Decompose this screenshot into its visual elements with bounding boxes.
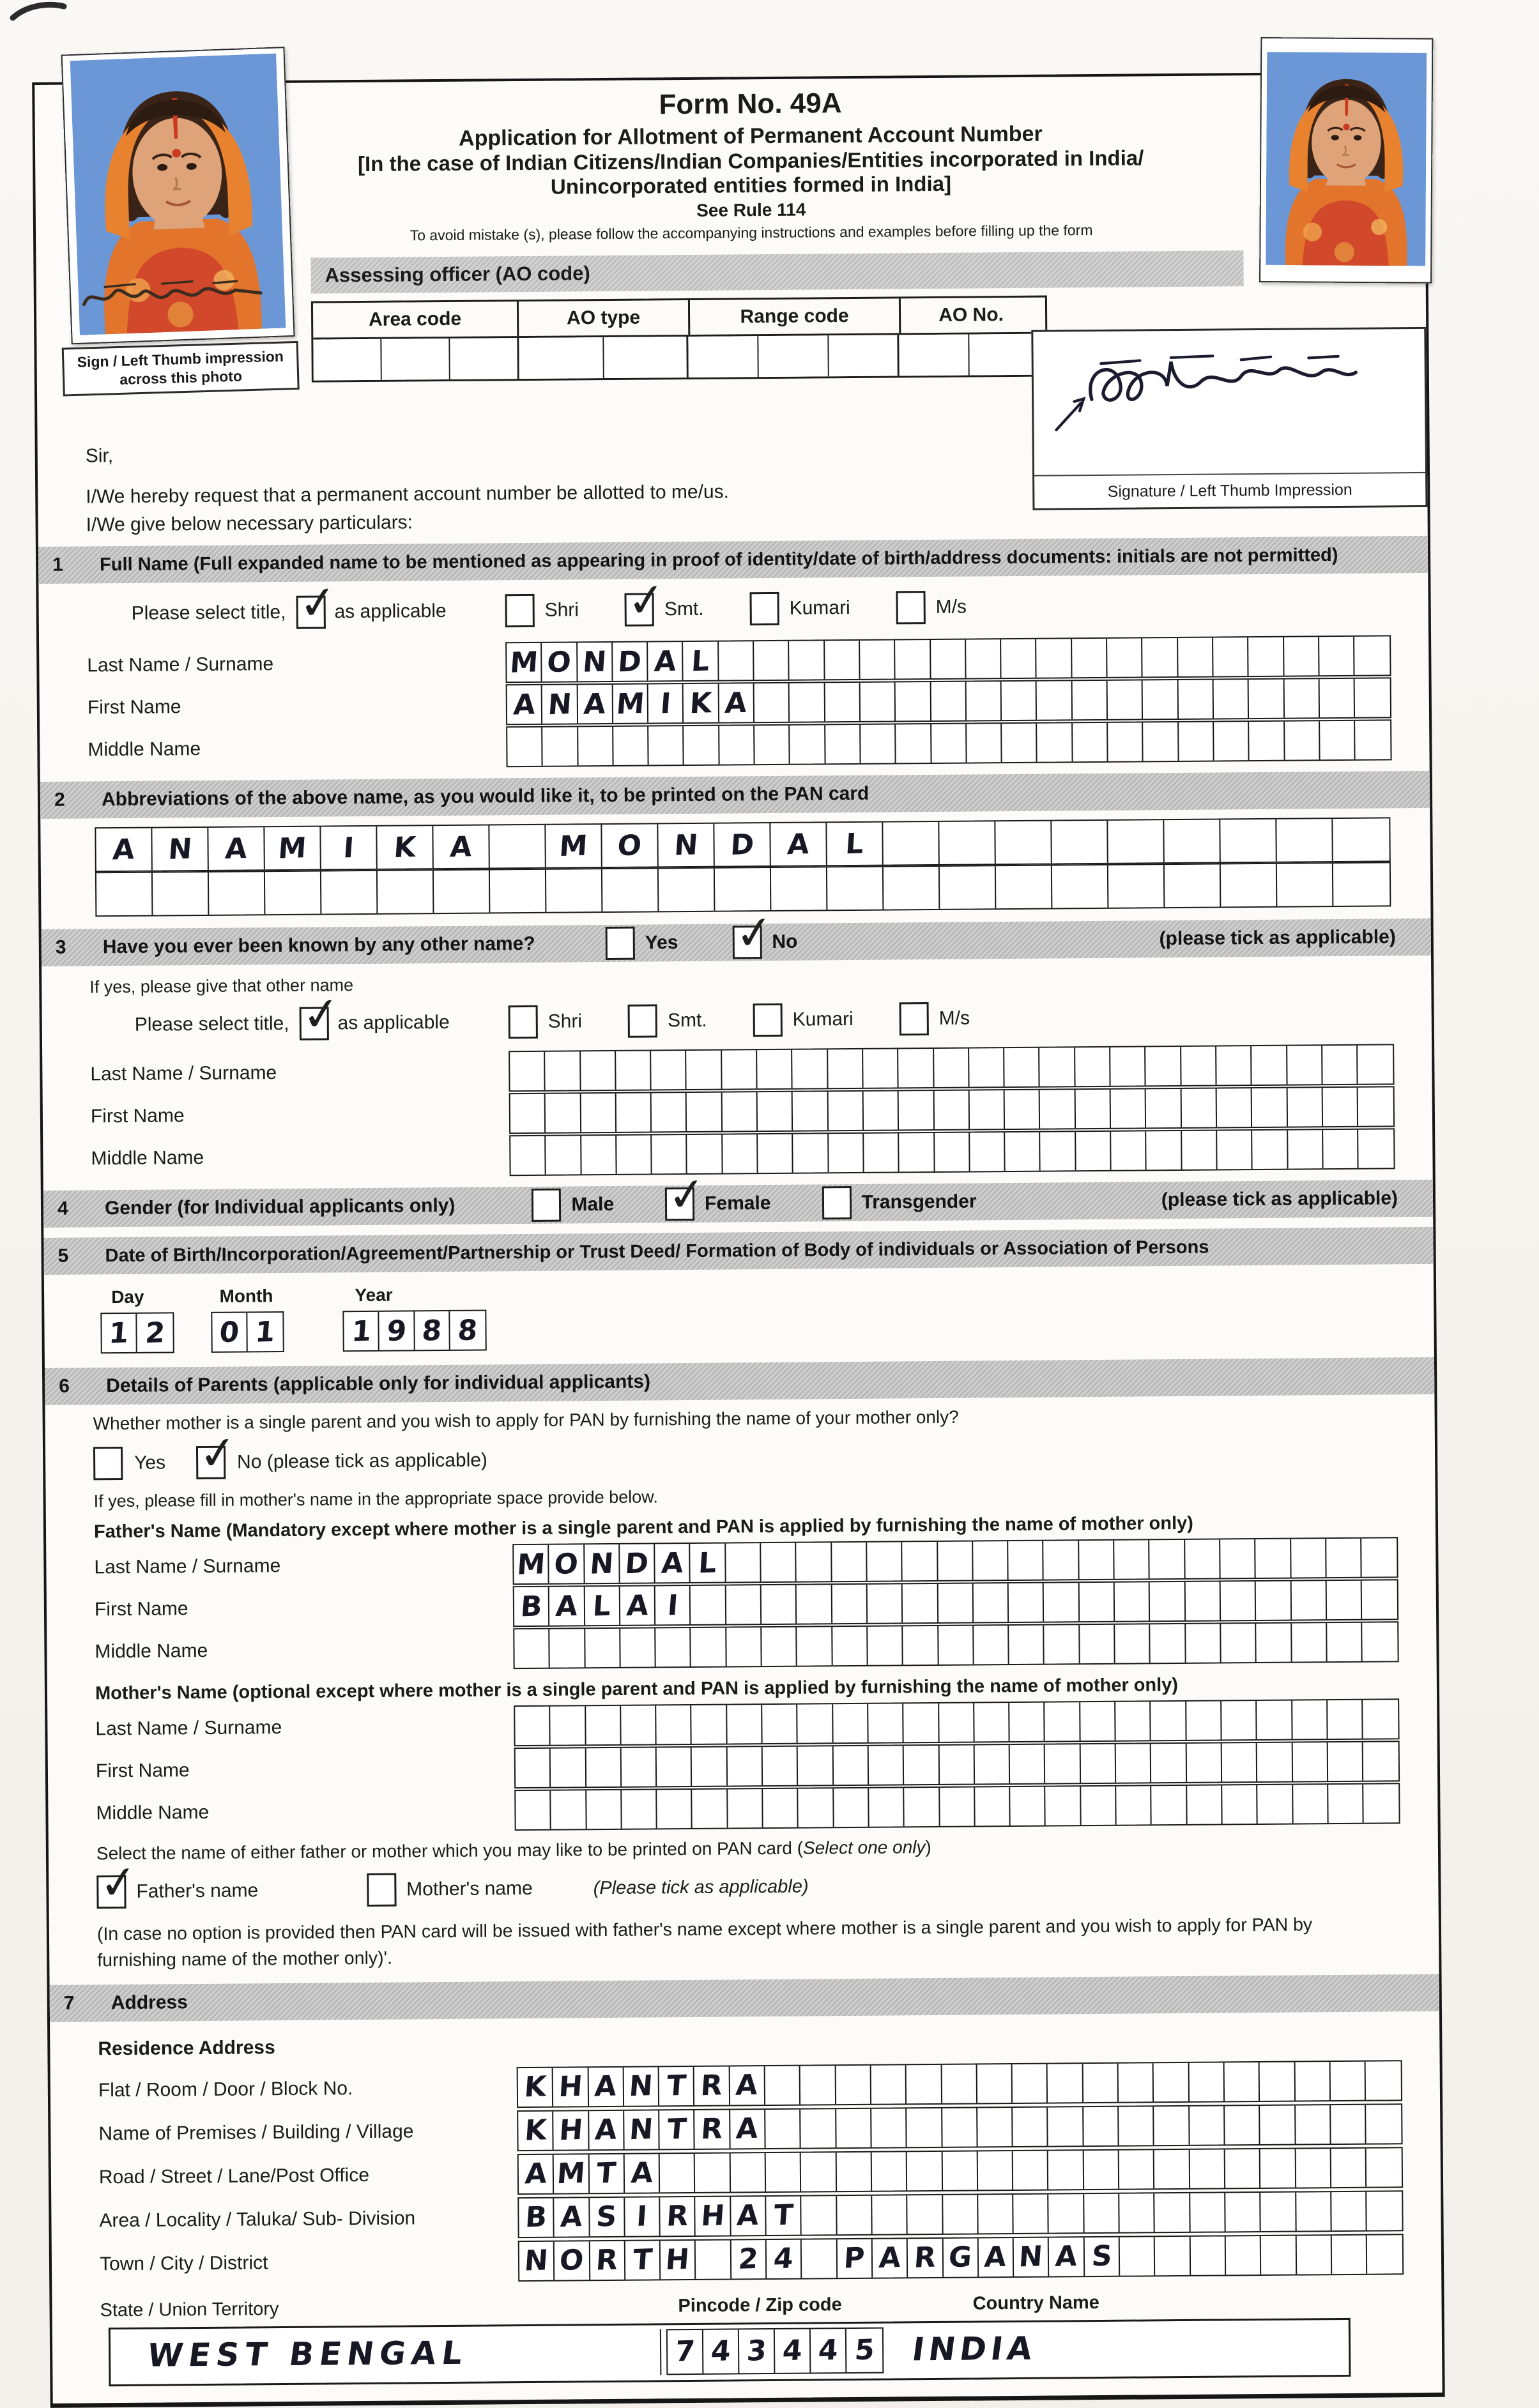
section-2-number: 2 — [54, 789, 65, 811]
s6-opt-tick-note: (Please tick as applicable) — [593, 1876, 809, 1898]
salutation-sir: Sir, — [85, 445, 114, 467]
s3-label-ms: M/s — [938, 1007, 970, 1029]
photo-caption-line1: Sign / Left Thumb impression — [77, 347, 284, 370]
s7-bottom-box — [109, 2318, 1351, 2386]
s1-label-smt: Smt. — [664, 598, 704, 620]
s6-father-first-grid[interactable]: B A L A I — [513, 1579, 1399, 1627]
s3-if-yes-line: If yes, please give that other name — [89, 975, 354, 997]
middle-name-label: Middle Name — [96, 1801, 210, 1824]
first-name-label: First Name — [87, 696, 181, 719]
section-1-number: 1 — [52, 554, 63, 575]
s3-checkbox-yes[interactable] — [605, 927, 634, 960]
section-4-heading: Gender (for Individual applicants only) — [104, 1194, 456, 1219]
s3-last-name-grid[interactable] — [509, 1044, 1395, 1092]
ao-code-bar: Assessing officer (AO code) — [310, 250, 1243, 293]
signature-on-photo — [78, 273, 271, 319]
dob-year-label: Year — [355, 1284, 393, 1306]
pincode-grid[interactable]: 7 4 3 4 4 5 — [666, 2327, 884, 2375]
s3-checkbox-kumari[interactable] — [753, 1003, 782, 1037]
country-label: Country Name — [972, 2292, 1099, 2314]
road-label: Road / Street / Lane/Post Office — [98, 2164, 370, 2188]
section-5-bar — [43, 1227, 1433, 1275]
s1-last-name-grid[interactable]: M O N D A L — [505, 635, 1391, 683]
ao-code-table — [311, 296, 1048, 383]
ao-col-ao-type: AO type — [519, 300, 690, 336]
s6-select-italic: Select one only — [802, 1837, 926, 1858]
ao-col-range-code: Range code — [690, 298, 901, 335]
s3-checkbox-no[interactable] — [732, 926, 762, 959]
first-name-label: First Name — [90, 1105, 185, 1127]
s7-bottom-labels — [100, 2289, 1441, 2320]
s1-checkbox-ms[interactable] — [896, 591, 925, 624]
section-6-bar — [45, 1357, 1434, 1405]
s6-label-no: No (please tick as applicable) — [236, 1449, 488, 1473]
s6-checkbox-mothers-name[interactable] — [367, 1873, 396, 1907]
section-3-bar — [42, 918, 1431, 966]
s4-checkbox-transgender[interactable] — [822, 1186, 851, 1219]
premises-label: Name of Premises / Building / Village — [98, 2121, 414, 2144]
s6-label-fathers-name: Father's name — [136, 1880, 259, 1902]
s6-checkbox-fathers-name[interactable] — [96, 1875, 126, 1909]
town-label: Town / City / District — [99, 2252, 268, 2275]
address-block — [50, 2027, 1442, 2386]
s1-label-kumari: Kumari — [789, 597, 850, 619]
s6-checkbox-yes[interactable] — [93, 1447, 123, 1480]
first-name-label: First Name — [95, 1760, 190, 1782]
ao-range-cell-1[interactable] — [688, 336, 758, 377]
s4-label-male: Male — [571, 1193, 615, 1215]
section-2-heading: Abbreviations of the above name, as you would like it, to be printed on the PAN card — [101, 782, 869, 811]
section-2-bar — [40, 771, 1430, 819]
middle-name-label: Middle Name — [95, 1640, 208, 1663]
middle-name-label: Middle Name — [88, 738, 201, 761]
s6-mother-middle-grid[interactable] — [514, 1783, 1400, 1831]
last-name-label: Last Name / Surname — [90, 1062, 277, 1085]
signature-box — [1031, 327, 1427, 510]
signature-box-caption: Signature / Left Thumb Impression — [1034, 472, 1425, 508]
see-rule: See Rule 114 — [696, 199, 806, 220]
ao-col-area-code: Area code — [313, 301, 519, 338]
s1-title-row — [38, 573, 1428, 645]
s3-label-shri: Shri — [547, 1010, 583, 1032]
s1-checkbox-smt[interactable] — [625, 593, 654, 626]
photo-caption-box — [62, 341, 300, 396]
title-instruction-checkbox — [299, 1007, 328, 1040]
dob-labels — [111, 1277, 1434, 1307]
ao-no-cell-2[interactable] — [969, 334, 1039, 376]
form-border-frame — [32, 72, 1445, 2408]
form-title: Application for Allotment of Permanent Account Number — [458, 121, 1043, 151]
s6-father-last-grid[interactable]: M O N D A L — [512, 1537, 1398, 1585]
s3-title-row — [42, 987, 1432, 1054]
s6-father-heading: Father's Name (Mandatory except where mother is a single parent and PAN is applied by furnishing the name of mother only) — [93, 1513, 1194, 1543]
s3-label-no: No — [772, 931, 798, 952]
s7-flat-grid[interactable]: K H A N T R A — [517, 2060, 1403, 2108]
select-title-label: Please select title, — [134, 1012, 289, 1035]
state-value[interactable]: WEST BENGAL — [145, 2334, 471, 2374]
s4-checkbox-male[interactable] — [532, 1189, 561, 1222]
title-instruction-checkbox — [296, 595, 325, 629]
s6-father-middle-grid[interactable] — [513, 1621, 1399, 1669]
select-title-label: Please select title, — [131, 601, 286, 624]
s4-label-transgender: Transgender — [861, 1191, 977, 1213]
s3-checkbox-smt[interactable] — [628, 1004, 657, 1037]
photo-caption-line2: across this photo — [119, 367, 243, 388]
avoid-mistake-note: To avoid mistake (s), please follow the accompanying instructions and examples before filling up the form — [410, 221, 1093, 244]
s3-label-kumari: Kumari — [792, 1008, 854, 1030]
applicant-photo-left — [61, 47, 295, 344]
s3-checkbox-shri[interactable] — [508, 1005, 537, 1039]
s7-area-grid[interactable]: B A S I R H A T — [517, 2190, 1404, 2238]
s3-first-name-grid[interactable] — [509, 1086, 1395, 1134]
ao-col-ao-no: AO No. — [938, 304, 1004, 326]
s6-select-post: ) — [925, 1837, 931, 1857]
s6-mother-heading: Mother's Name (optional except where mother is a single parent and PAN is applied by furnishing the name of mother only) — [95, 1675, 1179, 1704]
s1-middle-name-grid[interactable] — [506, 719, 1392, 767]
s2-abbreviation-grid-row1[interactable]: A N A M I K A M O N D A L — [95, 817, 1390, 872]
residence-address-heading: Residence Address — [98, 2036, 275, 2059]
s3-checkbox-ms[interactable] — [900, 1002, 929, 1035]
middle-name-label: Middle Name — [91, 1147, 204, 1170]
s6-label-mothers-name: Mother's name — [406, 1877, 533, 1900]
ao-type-cell-2[interactable] — [604, 337, 688, 378]
s4-checkbox-female[interactable] — [665, 1187, 694, 1221]
form-subtitle-2: Unincorporated entities formed in India] — [550, 171, 952, 199]
country-value[interactable]: INDIA — [910, 2329, 1039, 2368]
state-label: State / Union Territory — [100, 2298, 279, 2320]
section-3-number: 3 — [55, 936, 66, 958]
dob-month-grid[interactable]: 0 1 — [211, 1311, 284, 1353]
last-name-label: Last Name / Surname — [87, 653, 274, 676]
s4-tick-note: (please tick as applicable) — [1161, 1187, 1398, 1211]
as-applicable-label: as applicable — [334, 600, 447, 623]
area-label: Area / Locality / Taluka/ Sub- Division — [99, 2207, 416, 2231]
s4-label-female: Female — [704, 1193, 771, 1214]
s3-label-yes: Yes — [645, 932, 678, 954]
section-5-number: 5 — [57, 1245, 69, 1267]
applicant-photo-right — [1259, 37, 1433, 284]
ao-range-cell-2[interactable] — [758, 335, 829, 377]
s6-footnote: (In case no option is provided then PAN card will be issued with father's name except where mother is a single parent and you wish to apply for PAN by furnishing name of the mother only)'. — [96, 1914, 1313, 1971]
first-name-label: First Name — [94, 1598, 188, 1620]
section-4-bar — [43, 1180, 1433, 1228]
s1-first-name-grid[interactable]: A N A M I K A — [506, 677, 1392, 725]
s6-select-line — [96, 1833, 1438, 1864]
section-7-number: 7 — [63, 1992, 75, 2014]
s3-tick-note: (please tick as applicable) — [1159, 926, 1396, 950]
s7-premises-grid[interactable]: K H A N T R A — [517, 2103, 1403, 2151]
form-subtitle-1: [In the case of Indian Citizens/Indian Companies/Entities incorporated in India/ — [357, 146, 1144, 176]
s6-label-yes: Yes — [134, 1452, 166, 1474]
signature-handwriting — [1037, 333, 1418, 457]
s3-middle-name-grid[interactable] — [509, 1128, 1395, 1176]
s6-select-pre: Select the name of either father or mother which you may like to be printed on PAN card ( — [96, 1838, 804, 1864]
s6-mother-first-grid[interactable] — [514, 1741, 1400, 1788]
s1-label-ms: M/s — [935, 596, 967, 618]
section-5-heading: Date of Birth/Incorporation/Agreement/Partnership or Trust Deed/ Formation of Body of individuals or Association of Persons — [105, 1237, 1209, 1266]
pincode-label: Pincode / Zip code — [678, 2294, 842, 2316]
section-6-heading: Details of Parents (applicable only for individual applicants) — [106, 1371, 651, 1397]
section-7-heading: Address — [111, 1991, 188, 2013]
last-name-label: Last Name / Surname — [95, 1717, 282, 1740]
ao-range-cell-3[interactable] — [829, 335, 899, 376]
section-4-number: 4 — [57, 1198, 68, 1219]
ao-no-cell-1[interactable] — [899, 335, 969, 376]
section-3-heading: Have you ever been known by any other name? — [102, 933, 535, 958]
s6-mother-last-grid[interactable] — [514, 1698, 1400, 1746]
dob-row — [100, 1302, 1434, 1353]
request-line-2: I/We give below necessary particulars: — [86, 512, 413, 536]
as-applicable-label: as applicable — [337, 1011, 450, 1034]
form-number-title: Form No. 49A — [659, 88, 842, 121]
dob-day-grid[interactable]: 1 2 — [100, 1312, 174, 1353]
s6-yes-no-row — [93, 1436, 1435, 1480]
ao-type-cell-1[interactable] — [519, 337, 604, 379]
s1-label-shri: Shri — [544, 599, 579, 621]
s6-question: Whether mother is a single parent and you wish to apply for PAN by furnishing the name of your mother only? — [93, 1406, 959, 1434]
dob-day-label: Day — [111, 1286, 144, 1307]
section-7-bar — [50, 1974, 1439, 2022]
flat-label: Flat / Room / Door / Block No. — [98, 2077, 353, 2101]
s3-label-smt: Smt. — [667, 1009, 707, 1032]
s1-checkbox-kumari[interactable] — [749, 592, 779, 625]
s6-option-row — [96, 1865, 1438, 1909]
ao-area-cell-1[interactable] — [313, 339, 381, 381]
ao-area-cell-3[interactable] — [450, 338, 519, 379]
s7-road-grid[interactable]: A M T A — [517, 2147, 1404, 2195]
s6-if-yes-line: If yes, please fill in mother's name in the appropriate space provide below. — [93, 1487, 658, 1511]
request-line-1: I/We hereby request that a permanent account number be allotted to me/us. — [86, 481, 730, 508]
s7-town-grid[interactable]: N O R T H 2 4 P A R G A N A S — [518, 2234, 1404, 2282]
ao-area-cell-2[interactable] — [381, 339, 450, 380]
last-name-label: Last Name / Surname — [94, 1555, 281, 1578]
section-6-number: 6 — [59, 1375, 70, 1397]
dob-year-grid[interactable]: 1 9 8 8 — [342, 1309, 487, 1352]
section-1-heading: Full Name (Full expanded name to be mentioned as appearing in proof of identity/date of birth/address documents: initials are not permitted) — [99, 544, 1338, 575]
s1-checkbox-shri[interactable] — [505, 594, 534, 627]
dob-month-label: Month — [219, 1286, 273, 1306]
s6-checkbox-no[interactable] — [196, 1446, 226, 1479]
